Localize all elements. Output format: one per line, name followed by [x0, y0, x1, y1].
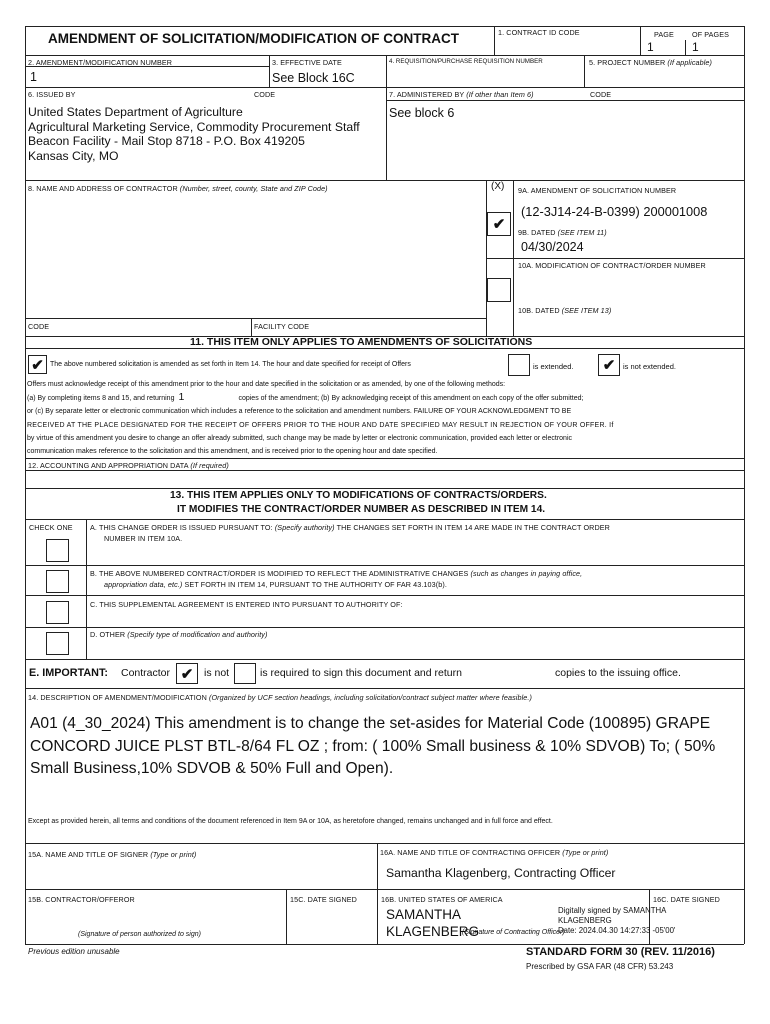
contract-id-label: 1. CONTRACT ID CODE: [498, 28, 580, 37]
signature-name-line: SAMANTHA: [386, 907, 462, 922]
item10-checkbox[interactable]: [487, 278, 511, 302]
item13b-note2: appropriation data, etc.): [104, 579, 183, 589]
administered-by-note: (If other than Item 6): [466, 90, 534, 99]
solicitation-amendment-value: (12-3J14-24-B-0399) 200001008: [521, 204, 708, 219]
rule: [377, 843, 378, 944]
dated-10b-label: [518, 306, 611, 315]
change-order-checkbox[interactable]: [46, 539, 69, 562]
administered-code-label: CODE: [590, 90, 612, 99]
is-not-label: is not: [204, 667, 230, 679]
item11-line3b: copies of the amendment; (b) By acknowledging receipt of this amendment on each copy of the offer submitted;: [238, 395, 584, 403]
co-name-label: [380, 848, 608, 857]
dated-9b-note: (SEE ITEM 11): [557, 228, 607, 237]
co-name-value: Samantha Klagenberg, Contracting Officer: [386, 866, 616, 880]
rule: [25, 26, 744, 27]
digital-stamp-line: Date: 2024.04.30 14:27:33 -05'00': [558, 926, 676, 935]
project-number-note: (If applicable): [667, 58, 713, 67]
rule: [25, 944, 744, 945]
except-text: Except as provided herein, all terms and conditions of the document referenced in Item 9A or 10A, as heretofore changed, remains unchanged and in full force and effect.: [28, 818, 553, 825]
not-extended-label: is not extended.: [623, 362, 676, 371]
item13a-line2: NUMBER IN ITEM 10A.: [104, 533, 183, 543]
contractor-code-label: CODE: [28, 322, 50, 331]
description-label-text: 14. DESCRIPTION OF AMENDMENT/MODIFICATION: [28, 693, 207, 702]
rule: [25, 627, 744, 628]
signer-name-label: [28, 850, 196, 859]
rule: [86, 519, 87, 659]
administered-by-value: See block 6: [389, 106, 455, 120]
rule: [25, 519, 744, 520]
co-signature-caption: (Signature of Contracting Officer): [462, 929, 565, 936]
co-date-label: 16C. DATE SIGNED: [653, 895, 720, 904]
address-line: Beacon Facility - Mail Stop 8718 - P.O. Box 419205: [28, 134, 305, 149]
rule: [685, 40, 686, 55]
item11-text-line: Offers must acknowledge receipt of this amendment prior to the hour and date specified in the solicitation or as amended, by one of the following methods:: [27, 381, 506, 388]
requisition-label: 4. REQUISITION/PURCHASE REQUISITION NUMBER: [389, 58, 543, 65]
issued-by-address: [28, 105, 360, 163]
rule: [25, 348, 744, 349]
accounting-label-text: 12. ACCOUNTING AND APPROPRIATION DATA: [28, 461, 189, 470]
description-body: [30, 713, 715, 781]
standard-form-name: STANDARD FORM 30 (REV. 11/2016): [526, 946, 715, 958]
contractor-text: Contractor: [121, 667, 171, 679]
rule: [486, 180, 487, 336]
item11-line1: The above numbered solicitation is amended as set forth in Item 14. The hour and date specified for receipt of Offers: [50, 361, 411, 368]
copies-to-office-text: copies to the issuing office.: [555, 667, 681, 679]
rule: [25, 565, 744, 566]
rule: [251, 318, 252, 336]
contractor-offeror-label: 15B. CONTRACTOR/OFFEROR: [28, 895, 135, 904]
contractor-label: [28, 184, 328, 193]
rule: [25, 87, 744, 88]
description-note: (Organized by UCF section headings, including solicitation/contract subject matter where feasible.): [208, 693, 532, 702]
rule: [584, 55, 585, 87]
item11-text-line: or (c) By separate letter or electronic communication which includes a reference to the solicitation and amendment numbers. FAILURE OF YOUR ACKNOWLEDGMENT TO BE: [27, 408, 572, 416]
rule: [25, 470, 744, 471]
rule: [25, 55, 744, 56]
rule: [25, 659, 744, 660]
form-title: AMENDMENT OF SOLICITATION/MODIFICATION OF CONTRACT: [48, 31, 459, 46]
is-not-checkbox[interactable]: ✔: [176, 663, 198, 684]
rule: [386, 100, 744, 101]
important-label: E. IMPORTANT:: [29, 667, 108, 679]
page-label: PAGE: [654, 30, 674, 39]
prescribed-by: Prescribed by GSA FAR (48 CFR) 53.243: [526, 962, 674, 971]
item13b-text: [90, 569, 582, 590]
effective-date-label: 3. EFFECTIVE DATE: [272, 58, 342, 67]
rule: [25, 843, 744, 844]
supplemental-checkbox[interactable]: [46, 601, 69, 624]
contractor-label-text: 8. NAME AND ADDRESS OF CONTRACTOR: [28, 184, 178, 193]
rule: [25, 688, 744, 689]
co-name-label-text: 16A. NAME AND TITLE OF CONTRACTING OFFICER: [380, 848, 561, 857]
address-line: Kansas City, MO: [28, 148, 119, 163]
is-required-text: is required to sign this document and return: [260, 667, 462, 679]
accounting-note: (If required): [190, 461, 229, 470]
amendment-number-label: 2. AMENDMENT/MODIFICATION NUMBER: [28, 58, 173, 67]
facility-code-label: FACILITY CODE: [254, 322, 310, 331]
rule: [486, 258, 744, 259]
digital-stamp-line: Digitally signed by SAMANTHA: [558, 906, 667, 915]
item13d-text: [90, 630, 267, 639]
item11-amended-checkbox[interactable]: ✔: [28, 355, 47, 374]
item11-text-line: by virtue of this amendment you desire to change an offer already submitted, such change may be made by letter or electronic communication, provided each letter or electronic: [27, 434, 572, 442]
item13a-line1: A. THIS CHANGE ORDER IS ISSUED PURSUANT TO:: [90, 523, 273, 532]
accounting-label: [28, 461, 229, 470]
item11-heading: 11. THIS ITEM ONLY APPLIES TO AMENDMENTS OF SOLICITATIONS: [190, 336, 533, 348]
dated-9b-label: [518, 228, 607, 237]
amendment-number-value: 1: [30, 70, 37, 84]
signature-name-line: KLAGENBERG: [386, 924, 480, 939]
description-line: A01 (4_30_2024) This amendment is to change the set-asides for Material Code (100895) GRAPE: [30, 715, 711, 732]
solicitation-amendment-label: 9A. AMENDMENT OF SOLICITATION NUMBER: [518, 186, 677, 195]
address-line: United States Department of Agriculture: [28, 105, 243, 119]
extended-checkbox[interactable]: [508, 354, 530, 376]
is-required-checkbox[interactable]: [234, 663, 256, 684]
rule: [25, 26, 26, 944]
description-label: [28, 693, 532, 702]
item13a-note: (Specify authority): [274, 523, 335, 532]
other-mod-checkbox[interactable]: [46, 632, 69, 655]
digital-stamp-line: KLAGENBERG: [558, 916, 612, 925]
item13-heading-2: IT MODIFIES THE CONTRACT/ORDER NUMBER AS DESCRIBED IN ITEM 14.: [177, 504, 546, 515]
item13c-text: C. THIS SUPPLEMENTAL AGREEMENT IS ENTERED INTO PURSUANT TO AUTHORITY OF:: [90, 600, 403, 609]
rule: [25, 488, 744, 489]
item13b-line2: SET FORTH IN ITEM 14, PURSUANT TO THE AUTHORITY OF FAR 43.103(b).: [184, 579, 447, 589]
admin-change-checkbox[interactable]: [46, 570, 69, 593]
dated-9b-label-text: 9B. DATED: [518, 228, 556, 237]
page-value: 1: [647, 40, 654, 54]
digital-signature-stamp: [558, 906, 675, 936]
item11-body: [27, 378, 614, 458]
rule: [386, 55, 387, 180]
modification-number-label: 10A. MODIFICATION OF CONTRACT/ORDER NUMBER: [518, 261, 706, 270]
item13a-line1b: THE CHANGES SET FORTH IN ITEM 14 ARE MADE IN THE CONTRACT ORDER: [336, 523, 610, 532]
project-number-label-text: 5. PROJECT NUMBER: [589, 58, 666, 67]
item13b-line1: B. THE ABOVE NUMBERED CONTRACT/ORDER IS MODIFIED TO REFLECT THE ADMINISTRATIVE CHANGES: [90, 569, 469, 578]
of-pages-value: 1: [692, 40, 699, 54]
rule: [25, 595, 744, 596]
address-line: Agricultural Marketing Service, Commodity Procurement Staff: [28, 119, 360, 134]
x-column-label: (X): [491, 181, 505, 192]
dated-10b-label-text: 10B. DATED: [518, 306, 560, 315]
contractor-signature-caption: (Signature of person authorized to sign): [78, 931, 201, 938]
rule: [286, 889, 287, 944]
project-number-label: [589, 58, 712, 67]
contractor-note: (Number, street, county, State and ZIP Code): [179, 184, 328, 193]
rule: [494, 26, 495, 55]
signer-name-note: (Type or print): [150, 850, 197, 859]
of-pages-label: OF PAGES: [692, 30, 730, 39]
previous-edition-note: Previous edition unusable: [28, 947, 120, 956]
copies-field[interactable]: 1: [178, 391, 185, 404]
extended-label: is extended.: [533, 362, 574, 371]
effective-date-value: See Block 16C: [272, 71, 355, 85]
rule: [25, 318, 486, 319]
item11-text-line: [27, 391, 614, 405]
item13d-label: D. OTHER: [90, 630, 126, 639]
rule: [25, 889, 744, 890]
item13b-note: (such as changes in paying office,: [470, 569, 583, 578]
contractor-date-label: 15C. DATE SIGNED: [290, 895, 357, 904]
not-extended-checkbox[interactable]: ✔: [598, 354, 620, 376]
dated-9b-value: 04/30/2024: [521, 240, 584, 254]
description-line: CONCORD JUICE PLST BTL-8/64 FL OZ ; from: ( 100% Small business & 10% SDVOB) To; ( 50%: [30, 737, 716, 755]
rule: [513, 180, 514, 336]
item11-line3a: (a) By completing items 8 and 15, and returning: [27, 395, 175, 403]
rule: [744, 26, 745, 944]
co-name-note: (Type or print): [562, 848, 609, 857]
dated-10b-note: (SEE ITEM 13): [561, 306, 612, 315]
item11-text-line: communication makes reference to the solicitation and this amendment, and is received prior to the opening hour and date specified.: [27, 448, 438, 456]
description-line: Small Business,10% SDVOB & 50% Full and Open).: [30, 760, 394, 777]
item13d-note: (Specify type of modification and authority): [127, 630, 268, 639]
item13a-text: [90, 523, 610, 544]
item13-heading-1: 13. THIS ITEM APPLIES ONLY TO MODIFICATIONS OF CONTRACTS/ORDERS.: [170, 490, 547, 501]
administered-by-label-text: 7. ADMINISTERED BY: [389, 90, 465, 99]
issued-code-label: CODE: [254, 90, 276, 99]
signer-name-label-text: 15A. NAME AND TITLE OF SIGNER: [28, 850, 149, 859]
issued-by-label: 6. ISSUED BY: [28, 90, 76, 99]
item9-checkbox[interactable]: ✔: [487, 212, 511, 236]
administered-by-label: [389, 90, 534, 99]
item11-text-line: RECEIVED AT THE PLACE DESIGNATED FOR THE RECEIPT OF OFFERS PRIOR TO THE HOUR AND DATE SPECIFIED MAY RESULT IN REJECTION OF YOUR OFFER. If: [27, 421, 614, 429]
check-one-label: CHECK ONE: [29, 523, 73, 532]
rule: [269, 55, 270, 87]
rule: [640, 26, 641, 55]
rule: [25, 180, 744, 181]
usa-label: 16B. UNITED STATES OF AMERICA: [381, 895, 503, 904]
